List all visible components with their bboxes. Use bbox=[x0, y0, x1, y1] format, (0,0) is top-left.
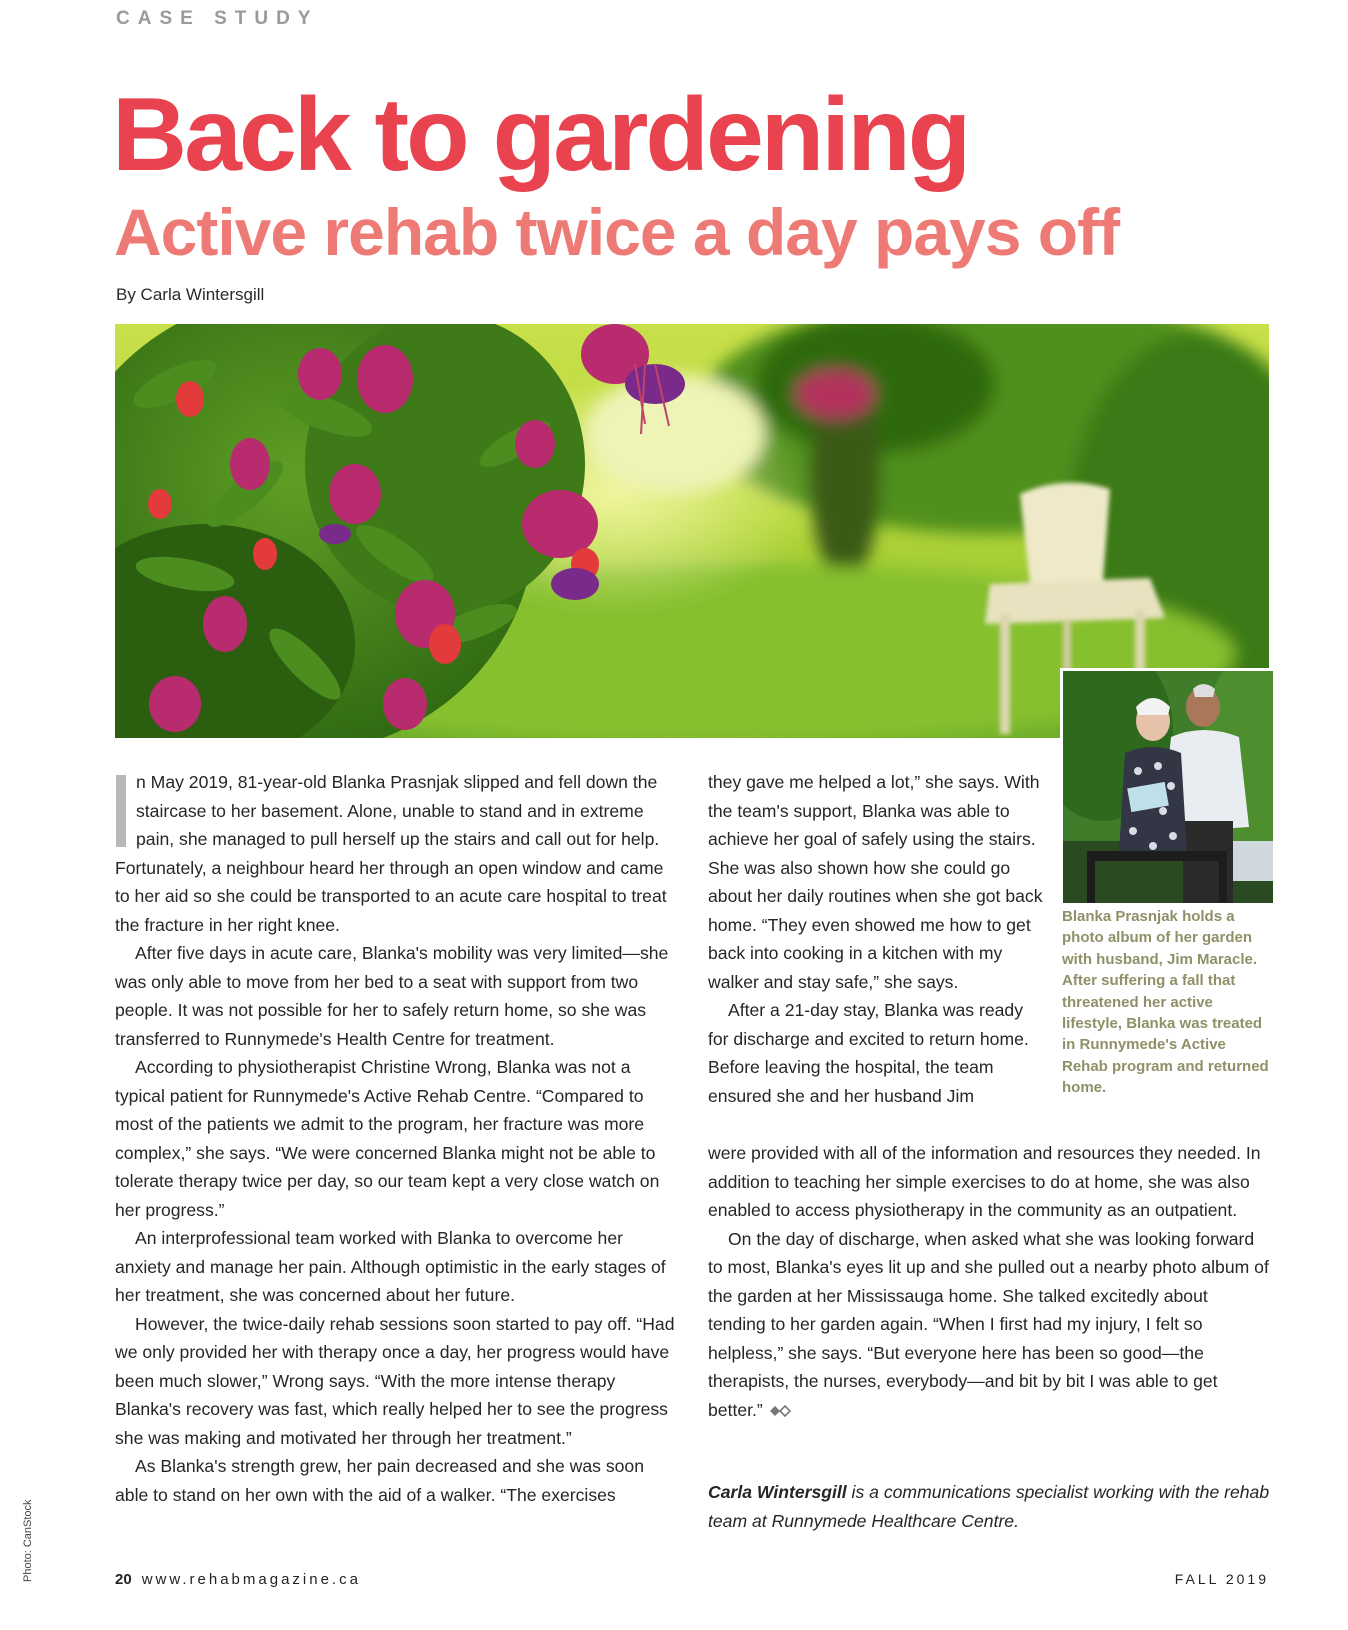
author-bio-name: Carla Wintersgill bbox=[708, 1482, 847, 1502]
article-title: Back to gardening bbox=[112, 77, 969, 193]
section-kicker: CASE STUDY bbox=[116, 8, 319, 29]
couple-holding-photo-album-photo-icon bbox=[1063, 671, 1273, 903]
paragraph-text: On the day of discharge, when asked what she was looking forward to most, Blanka's eyes lit up and she pulled out a nearby photo album of the garden at her Mississauga home. She talked excitedly about tending to her garden again. “When I first had my injury, I felt so helpless,” she says. “But everyone here has been so good—the therapists, the nurses, everybody—and bit by bit I was able to get better.” bbox=[708, 1228, 1269, 1420]
magazine-url[interactable]: www.rehabmagazine.ca bbox=[141, 1571, 361, 1588]
paragraph: According to physiotherapist Christine Wrong, Blanka was not a typical patient for Runnymede's Active Rehab Centre. “Compared to most of the patients we admit to the program, her fracture was more complex,” she says. “We were concerned Blanka might not be able to tolerate therapy twice per day, so our team kept a very close watch on her progress.” bbox=[115, 1057, 660, 1220]
photo-credit: Photo: CanStock bbox=[22, 1499, 34, 1582]
paragraph: n May 2019, 81-year-old Blanka Prasnjak slipped and fell down the staircase to her basement. Alone, unable to stand and in extreme pain, she managed to pull herself up the stairs and call out for help. Fortunately, a neighbour heard her through an open window and came to her aid so she could be transported to an acute care hospital to treat the fracture in her right knee. bbox=[115, 772, 667, 935]
author-bio-text: is a communications specialist working with the rehab team at Runnymede Healthcare Centre. bbox=[708, 1482, 1270, 1531]
drop-cap-bar bbox=[116, 775, 126, 847]
paragraph: were provided with all of the information and resources they needed. In addition to teaching her simple exercises to do at home, she was also enabled to access physiotherapy in the community as an outpatient. bbox=[708, 1143, 1261, 1220]
article-subtitle: Active rehab twice a day pays off bbox=[114, 195, 1120, 269]
inset-couple-photo bbox=[1060, 668, 1276, 906]
author-bio bbox=[708, 1478, 1278, 1535]
paragraph: After five days in acute care, Blanka's mobility was very limited—she was only able to move from her bed to a seat with support from two people. It was not possible for her to safely return home, so she was transferred to Runnymede's Health Centre for treatment. bbox=[115, 943, 669, 1049]
page-number: 20 bbox=[115, 1571, 132, 1588]
end-of-article-icon bbox=[767, 1404, 793, 1418]
paragraph: As Blanka's strength grew, her pain decreased and she was soon able to stand on her own with the aid of a walker. “The exercises bbox=[115, 1456, 644, 1505]
paragraph: However, the twice-daily rehab sessions soon started to pay off. “Had we only provided her with therapy once a day, her progress would have been much slower,” Wrong says. “With the more intense therapy Blanka's recovery was fast, which really helped her to see the progress she was making and motivated her through her treatment.” bbox=[115, 1313, 675, 1448]
paragraph: After a 21-day stay, Blanka was ready for discharge and excited to return home. Before leaving the hospital, the team ensured she and her husband Jim bbox=[708, 1000, 1029, 1106]
footer-left bbox=[115, 1571, 361, 1588]
article-column-1 bbox=[115, 768, 675, 1509]
paragraph bbox=[708, 1225, 1270, 1425]
paragraph: An interprofessional team worked with Blanka to overcome her anxiety and manage her pain. Although optimistic in the early stages of her treatment, she was concerned about her future. bbox=[115, 1228, 666, 1305]
issue-label: FALL 2019 bbox=[1174, 1571, 1269, 1587]
inset-photo-caption: Blanka Prasnjak holds a photo album of her garden with husband, Jim Maracle. After suffering a fall that threatened her active lifestyle, Blanka was treated in Runnymede's Active Rehab program and returned home. bbox=[1062, 908, 1269, 1097]
byline: By Carla Wintersgill bbox=[116, 285, 265, 304]
article-column-2-top bbox=[708, 768, 1046, 1110]
paragraph: they gave me helped a lot,” she says. With the team's support, Blanka was able to achieve her goal of safely using the stairs. She was also shown how she could go about her daily routines when she got back home. “They even showed me how to get back into cooking in a kitchen with my walker and stay safe,” she says. bbox=[708, 772, 1043, 992]
article-column-2-bottom bbox=[708, 1139, 1270, 1424]
